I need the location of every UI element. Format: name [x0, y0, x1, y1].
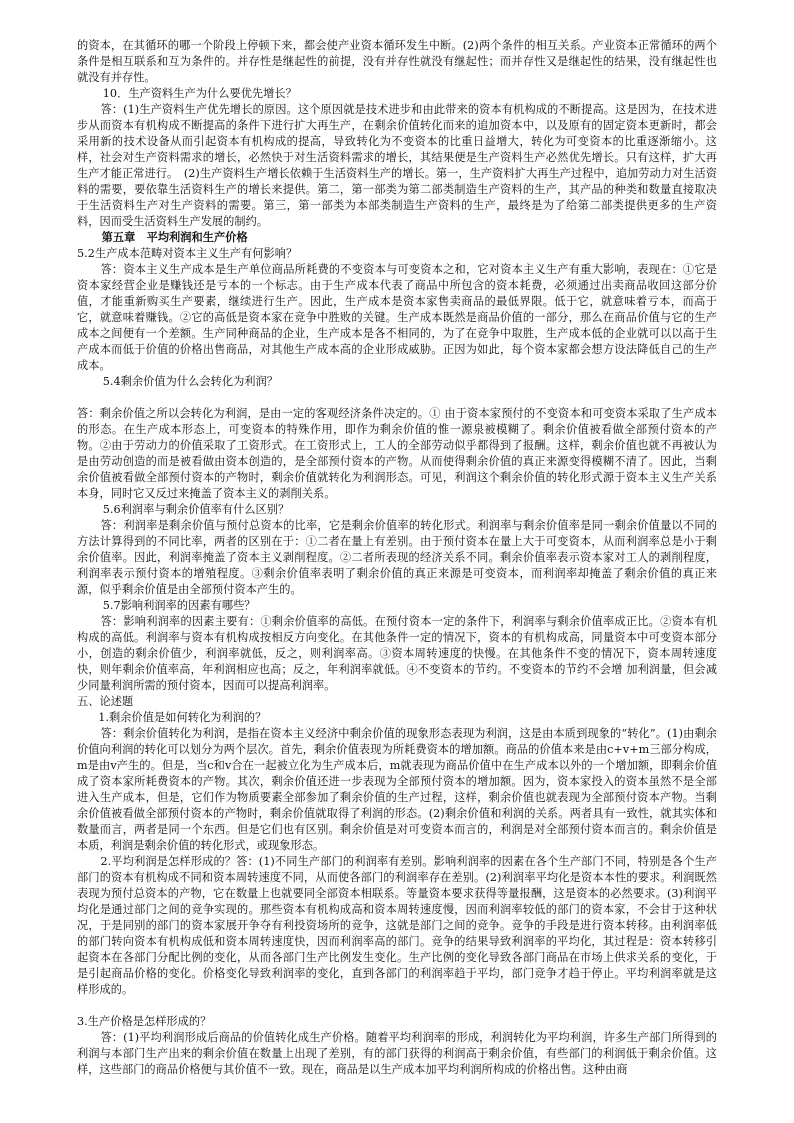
blank-line [77, 390, 717, 406]
question-5-4-heading: 5.4剩余价值为什么会转化为利润？ [102, 375, 279, 388]
question-10-heading: 10．生产资料生产为什么要优先增长？ [102, 87, 297, 100]
essay-answer-1-paragraph: 答：剩余价值转化为利润，是指在资本主义经济中剩余价值的现象形态表现为利润，这是由本质到现象的“转化”。(1)由剩余价值向利润的转化可以划分为两个层次。首先，剩余价值表现为所耗费资本的增加额。商品的价值本来是由c+v+m三部分构成，m是由v产生的。但是，当c和v合在一起被立化为生产成本后，m就表现为商品价值中在生产成本以外的一个增加额，即剩余价值成了资本家所耗费资本的产物。其次，剩余价值还进一步表现为全部预付资本的增加额。因为，资本家投入的资本虽然不是全部进入生产成本，但是，它们作为物质要素全部参加了剩余价值的生产过程，这样，剩余价值也就表现为全部预付资本产物。当剩余价值被看做全部预付资本的产物时，剩余价值就取得了利润的形态。(2)剩余价值和利润的关系。两者具有一致性，就其实体和数量而言，两者是同一个东西。但是它们也有区别。剩余价值是对可变资本而言的，利润是对全部预付资本而言的。剩余价值是本质，利润是剩余价值的转化形式，或现象形态。 [77, 727, 717, 852]
answer-5-4-paragraph: 答：剩余价值之所以会转化为利润，是由一定的客观经济条件决定的。① 由于资本家预付的不变资本和可变资本采取了生产成本的形态。在生产成本形态上，可变资本的特殊作用，即作为剩余价值的惟一源泉被模糊了。剩余价值被看做全部预付资本的产物。②由于劳动力的价值采取了工资形式。在工资形式上，工人的全部劳动似乎都得到了报酬。这样，剩余价值也就不再被认为是由劳动创造的而是被看做由资本创造的，是全部预付资本的产物。从而使得剩余价值的真正来源变得模糊不清了。因此，当剩余价值被看做全部预付资本的产物时，剩余价值就转化为利润形态。可见，利润这个剩余价值的转化形式源于资本主义生产关系本身，同时它又反过来掩盖了资本主义的剥削关系。 [77, 407, 717, 500]
essay-question-2-paragraph: 2.平均利润是怎样形成的？答：(1)不同生产部门的利润率有差别。影响利润率的因素在各个生产部门不同，特别是各个生产部门的资本有机构成不同和资本周转速度不同，从而使各部门的利润率存在差别。(2)利润率平均化是资本本性的要求。利润既然表现为预付总资本的产物，它在数量上也就要同全部资本相联系。等量资本要求获得等量报酬，这是资本的必然要求。(3)利润平均化是通过部门之间的竞争实现的。那些资本有机构成高和资本周转速度慢，因而利润率较低的部门的资本家，不会甘于这种状况，于是同别的部门的资本家展开争夺有利投资场所的竞争，这就是部门之间的竞争。竞争的手段是进行资本转移。由利润率低的部门转向资本有机构成低和资本周转速度快，因而利润率高的部门。竞争的结果导致利润率的平均化，其过程是：资本转移引起资本在各部门分配比例的变化，从而各部门生产比例发生变化。生产比例的变化导致各部门商品在市场上供求关系的变化，于是引起商品价格的变化。价格变化导致利润率的变化，直到各部门的利润率趋于平均，部门竞争才趋于停止。平均利润率就是这样形成的。 [77, 855, 717, 996]
answer-5-7-paragraph: 答：影响利润率的因素主要有：①剩余价值率的高低。在预付资本一定的条件下，利润率与剩余价值率成正比。②资本有机构成的高低。利润率与资本有机构成按相反方向变化。在其他条件一定的情况下，资本的有机构成高，同量资本中可变资本部分小，创造的剩余价值少，利润率就低，反之，则利润率高。③资本周转速度的快慢。在其他条件不变的情况下，资本周转速度快，则年剩余价值率高，年利润相应也高；反之，年利润率就低。④不变资本的节约。不变资本的节约不会增 加利润量，但会减少同量利润所需的预付资本，因而可以提高利润率。 [77, 615, 717, 692]
paragraph-circulation-conditions: 的资本，在其循环的哪一个阶段上停顿下来，都会使产业资本循环发生中断。(2)两个条件的相互关系。产业资本正常循环的两个条件是相互联系和互为条件的。并存性是继起性的前提，没有并存性就没有继起性；而并存性又是继起性的结果，没有继起性也就没有并存性。 [77, 39, 717, 84]
question-5-6-heading: 5.6利润率与剩余价值率有什么区别？ [102, 503, 290, 516]
chapter-5-heading: 第五章 平均利润和生产价格 [101, 231, 248, 244]
answer-5-6-paragraph: 答：利润率是剩余价值与预付总资本的比率，它是剩余价值率的转化形式。利润率与剩余价值率是同一剩余价值量以不同的方法计算得到的不同比率，两者的区别在于：①二者在量上有差别。由于预付资本在量上大于可变资本，从而利润率总是小于剩余价值率。因此，利润率掩盖了资本主义剥削程度。②二者所表现的经济关系不同。剩余价值率表示资本家对工人的剥削程度，利润率表示预付资本的增殖程度。③剩余价值率表明了剩余价值的真正来源是可变资本，而利润率却掩盖了剩余价值的真正来源，似乎剩余价值是由全部预付资本产生的。 [77, 519, 717, 596]
answer-5-2-paragraph: 答：资本主义生产成本是生产单位商品所耗费的不变资本与可变资本之和，它对资本主义生产有重大影响，表现在：①它是资本家经营企业是赚钱还是亏本的一个标志。由于生产成本代表了商品中所包含的资本耗费，必须通过出卖商品收回这部分价值，才能重新购买生产要素，继续进行生产。因此，生产成本是资本家售卖商品的最低界限。低于它，就意味着亏本，而高于它，就意味着赚钱。②它的高低是资本家在竞争中胜败的关键。生产成本既然是商品价值的一部分，那么在商品价值与它的生产成本之间便有一个差额。生产同种商品的企业，生产成本是各不相同的，为了在竞争中取胜，生产成本低的企业就可以以高于生产成本而低于价值的价格出售商品，对其他生产成本高的企业形成威胁。正因为如此，每个资本家都会想方设法降低自己的生产成本。 [77, 263, 717, 372]
section-essay-heading: 五、论述题 [77, 695, 134, 708]
essay-answer-3-paragraph: 答：(1)平均利润形成后商品的价值转化成生产价格。随着平均利润率的形成，利润转化为平均利润，许多生产部门所得到的利润与本部门生产出来的剩余价值在数量上出现了差别，有的部门获得的利润高于剩余价值，有些部门的利润低于剩余价值。这样，这些部门的商品价格便与其价值不一致。现在，商品是以生产成本加平均利润所构成的价格出售。这种由商 [77, 1031, 717, 1076]
question-5-7-heading: 5.7影响利润率的因素有哪些？ [102, 599, 256, 612]
blank-line [77, 998, 717, 1014]
essay-question-3-heading: 3.生产价格是怎样形成的？ [77, 1015, 212, 1028]
question-5-2-heading: 5.2生产成本范畴对资本主义生产有何影响？ [77, 247, 298, 260]
essay-question-1-heading: 1.剩余价值是如何转化为利润的？ [98, 711, 267, 724]
answer-10-paragraph: 答：(1)生产资料生产优先增长的原因。这个原因就是技术进步和由此带来的资本有机构成的不断提高。这是因为，在技术进步从而资本有机构成不断提高的条件下进行扩大再生产，在剩余价值转化而来的追加资本中，以及原有的固定资本更新时，都会采用新的技术设备从而引起资本有机构成的提高，导致转化为不变资本的比重日益增大，转化为可变资本的比重逐渐缩小。这样，社会对生产资料需求的增长，必然快于对生活资料需求的增长，其结果便是生产资料生产必然优先增长。只有这样，扩大再生产才能正常进行。 (2)生产资料生产增长依赖于生活资料生产的增长。第一，生产资料扩大再生产过程中，追加劳动力对生活资料的需要，要依靠生活资料生产的增长来提供。第二，第一部类为第二部类制造生产资料的生产，其产品的种类和数量直接取决于生活资料生产对生产资料的需要。第三，第一部类为本部类制造生产资料的生产，最终是为了给第二部类提供更多的生产资料，因而受生活资料生产发展的制约。 [77, 103, 717, 228]
